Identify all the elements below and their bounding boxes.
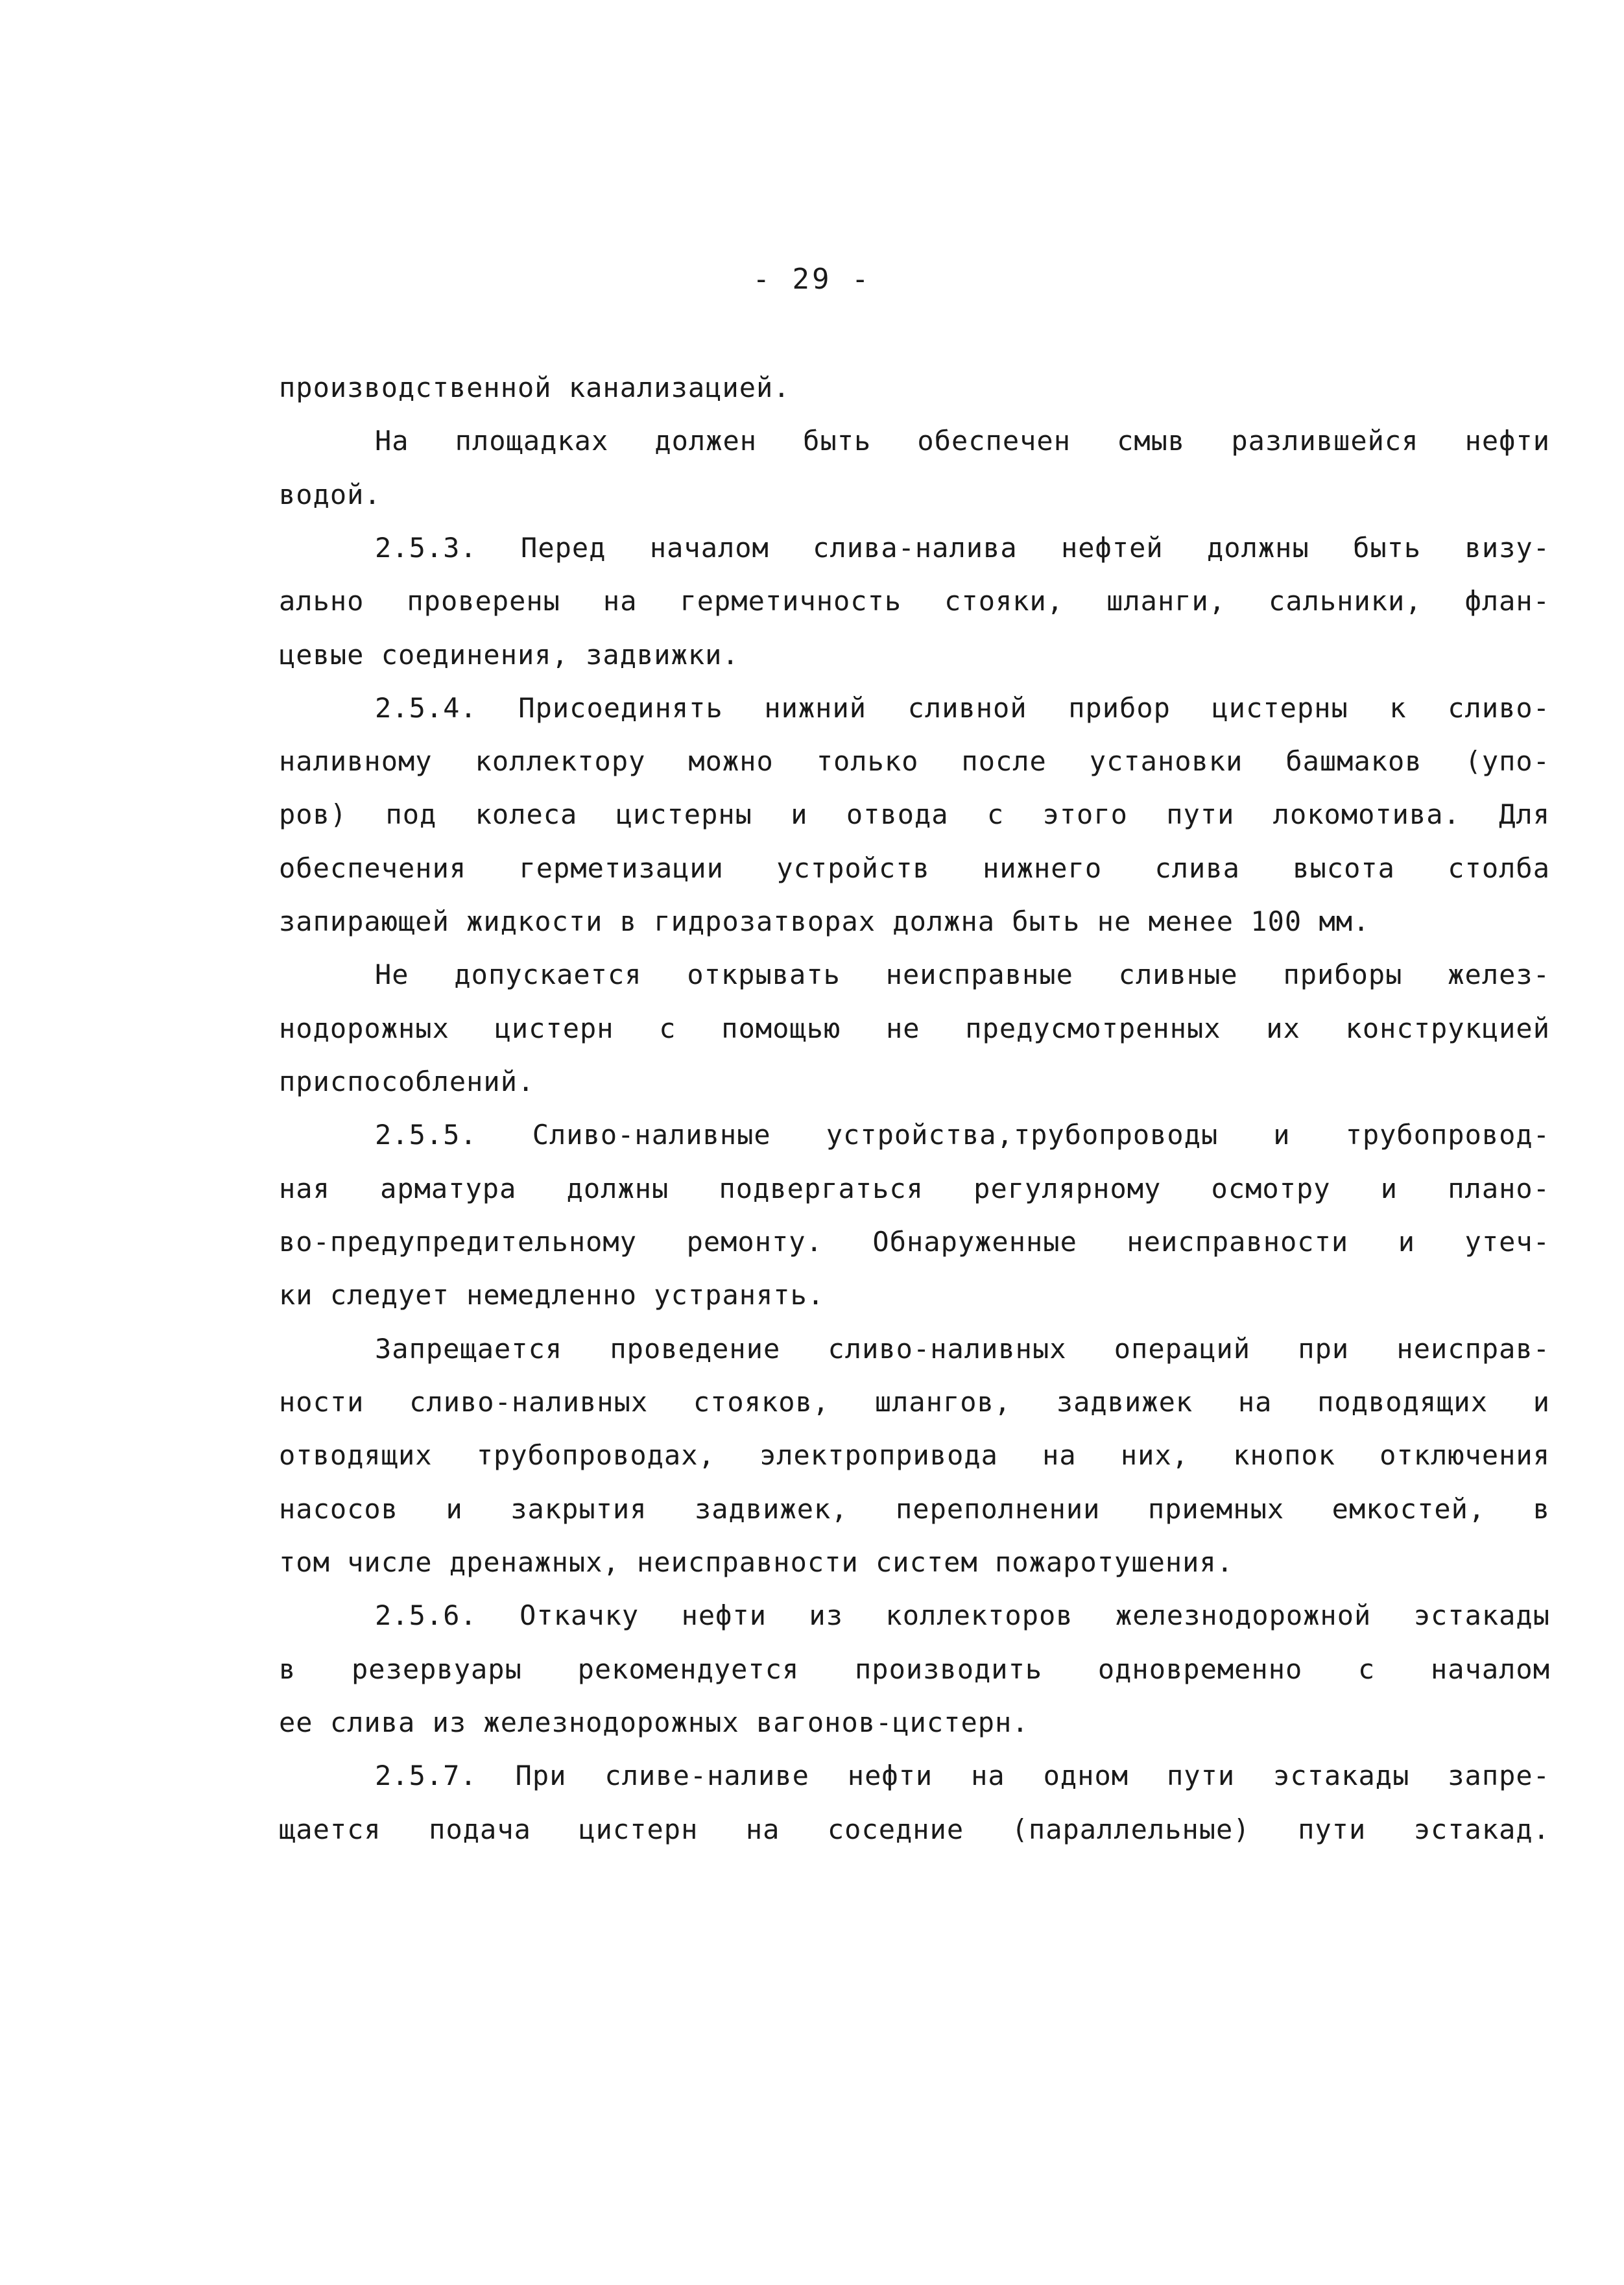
text-line: На площадках должен быть обеспечен смыв разлившейся нефти [375,425,1550,457]
text-line: 2.5.7. При сливе-наливе нефти на одном пути эстакады запре- [375,1760,1550,1791]
text-line: во-предупредительному ремонту. Обнаруженные неисправности и утеч- [279,1226,1550,1258]
text-line: щается подача цистерн на соседние (параллельные) пути эстакад. [279,1813,1550,1845]
text-line: нодорожных цистерн с помощью не предусмотренных их конструкцией [279,1012,1550,1044]
text-line: 2.5.5. Сливо-наливные устройства,трубопроводы и трубопровод- [375,1119,1550,1151]
text-line: ров) под колеса цистерны и отвода с этого пути локомотива. Для [279,798,1550,830]
text-line: ее слива из железнодорожных вагонов-цистерн. [279,1706,1029,1738]
text-line: приспособлений. [279,1066,535,1097]
text-line: Не допускается открывать неисправные сливные приборы желез- [375,959,1550,990]
text-line: производственной канализацией. [279,372,791,403]
page-number: - 29 - [752,263,872,296]
text-line: обеспечения герметизации устройств нижнего слива высота столба [279,852,1550,884]
text-line: ально проверены на герметичность стояки, шланги, сальники, флан- [279,585,1550,617]
text-line: водой. [279,479,381,510]
text-line: ности сливо-наливных стояков, шлангов, задвижек на подводящих и [279,1386,1550,1418]
text-line: наливному коллектору можно только после установки башмаков (упо- [279,745,1550,777]
text-line: цевые соединения, задвижки. [279,639,739,671]
text-line: насосов и закрытия задвижек, переполнении приемных емкостей, в [279,1493,1550,1525]
text-line: Запрещается проведение сливо-наливных операций при неисправ- [375,1333,1550,1365]
text-line: ная арматура должны подвергаться регулярному осмотру и плано- [279,1173,1550,1204]
text-line: в резервуары рекомендуется производить одновременно с началом [279,1653,1550,1685]
text-line: ки следует немедленно устранять. [279,1279,825,1311]
text-line: 2.5.6. Откачку нефти из коллекторов железнодорожной эстакады [375,1599,1550,1631]
text-line: 2.5.4. Присоединять нижний сливной прибор цистерны к сливо- [375,692,1550,724]
text-line: 2.5.3. Перед началом слива-налива нефтей должны быть визу- [375,532,1550,564]
text-line: том числе дренажных, неисправности систем пожаротушения. [279,1546,1234,1578]
text-line: запирающей жидкости в гидрозатворах должна быть не менее 100 мм. [279,905,1370,937]
text-line: отводящих трубопроводах, электропривода на них, кнопок отключения [279,1439,1550,1471]
